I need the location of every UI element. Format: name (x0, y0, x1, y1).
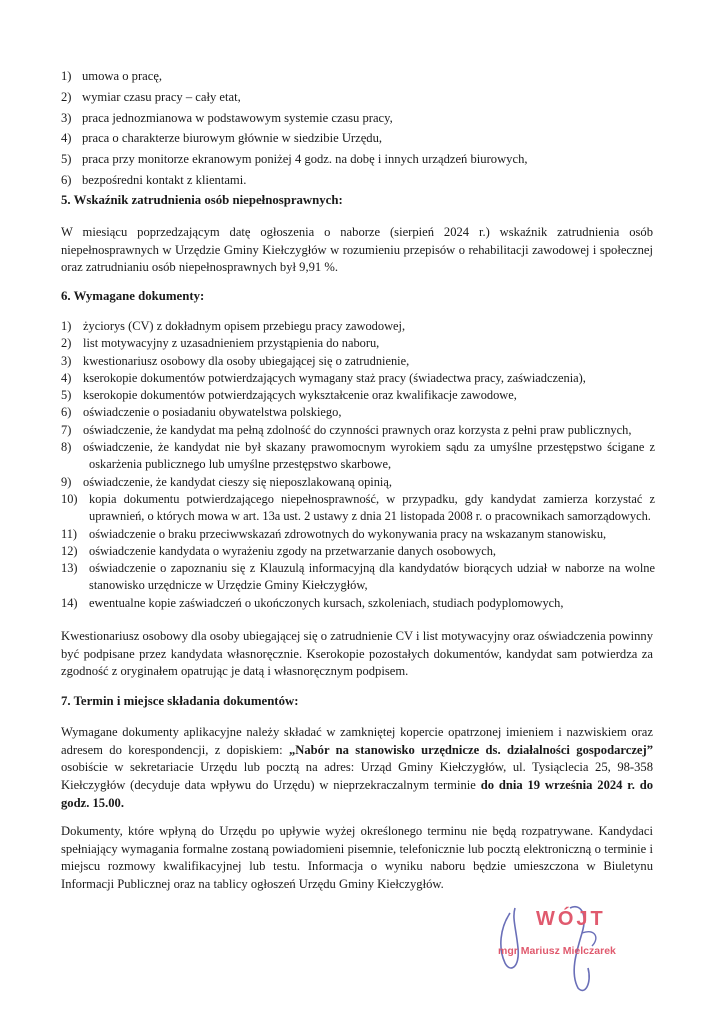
list-item: 9) oświadczenie, że kandydat cieszy się nieposzlakowaną opinią, (61, 474, 392, 489)
list-item: 8) oświadczenie, że kandydat nie był skazany prawomocnym wyrokiem sądu za umyślne przestępstwo ścigane z oskarżenia publicznego lub umyślne przestępstwo skarbowe, (61, 440, 655, 472)
section-7-paragraph-1: Wymagane dokumenty aplikacyjne należy składać w zamkniętej kopercie opatrzonej imieniem i nazwiskiem oraz adresem do korespondencji, z dopiskiem: „Nabór na stanowisko urzędnicze ds. działalności gospodarczej” osobiście w sekretariacie Urzędu lub pocztą na adres: Urząd Gminy Kiełczygłów, ul. Tysiąclecia 25, 98-358 Kiełczygłów (decyduje data wpływu do Urzędu) w nieprzekraczalnym terminie do dnia 19 września 2024 r. do godz. 15.00. (61, 725, 653, 810)
list-item: 3) praca jednozmianowa w podstawowym systemie czasu pracy, (61, 111, 393, 125)
list-item: 6) bezpośredni kontakt z klientami. (61, 173, 247, 187)
list-item: 14) ewentualne kopie zaświadczeń o ukończonych kursach, szkoleniach, studiach podyplomowych, (61, 595, 564, 610)
list-item: 2) wymiar czasu pracy – cały etat, (61, 90, 241, 104)
list-item: 13) oświadczenie o zapoznaniu się z Klauzulą informacyjną dla kandydatów biorących udział w naborze na wolne stanowisko urzędnicze w Urzędzie Gminy Kiełczygłów, (61, 561, 655, 593)
list-item: 5) praca przy monitorze ekranowym poniżej 4 godz. na dobę i innych urządzeń biurowych, (61, 152, 528, 166)
list-item: 12) oświadczenie kandydata o wyrażeniu zgody na przetwarzanie danych osobowych, (61, 543, 497, 558)
list-item: 4) praca o charakterze biurowym głównie w siedzibie Urzędu, (61, 131, 383, 145)
section-7-heading: 7. Termin i miejsce składania dokumentów: (61, 694, 299, 708)
stamp-name: mgr Mariusz Mielczarek (498, 945, 616, 957)
required-documents-list (61, 318, 655, 612)
list-item: 7) oświadczenie, że kandydat ma pełną zdolność do czynności prawnych oraz korzysta z pełni praw publicznych, (61, 422, 632, 437)
stamp-title: WÓJT (536, 908, 606, 930)
section-5-text: W miesiącu poprzedzającym datę ogłoszenia o naborze (sierpień 2024 r.) wskaźnik zatrudnienia osób niepełnosprawnych w Urzędzie Gminy Kiełczygłów w rozumieniu przepisów o rehabilitacji zawodowej i społecznej oraz zatrudnianiu osób niepełnosprawnych był 9,91 %. (61, 225, 653, 275)
section-5-heading: 5. Wskaźnik zatrudnienia osób niepełnosprawnych: (61, 193, 343, 207)
documents-note: Kwestionariusz osobowy dla osoby ubiegającej się o zatrudnienie CV i list motywacyjny oraz oświadczenia powinny być podpisane przez kandydata własnoręcznie. Kserokopie pozostałych dokumentów, kandydat sam potwierdza za zgodność z oryginałem opatrując je datą i własnoręcznym podpisem. (61, 629, 653, 679)
list-item: 1) umowa o pracę, (61, 69, 163, 83)
list-item: 1) życiorys (CV) z dokładnym opisem przebiegu pracy zawodowej, (61, 319, 406, 333)
list-item: 6) oświadczenie o posiadaniu obywatelstwa polskiego, (61, 405, 342, 420)
handwritten-signature (470, 888, 640, 998)
list-item: 3) kwestionariusz osobowy dla osoby ubiegającej się o zatrudnienie, (61, 353, 410, 368)
section-7-paragraph-2: Dokumenty, które wpłyną do Urzędu po upływie wyżej określonego terminu nie będą rozpatrywane. Kandydaci spełniający wymagania formalne zostaną powiadomieni pisemnie, telefonicznie lub pocztą elektroniczną o terminie i miejscu rozmowy kwalifikacyjnej lub testu. Informacja o wyniku naboru będzie umieszczona w Biuletynu Informacji Publicznej oraz na tablicy ogłoszeń Urzędu Gminy Kiełczygłów. (61, 824, 653, 892)
list-item: 5) kserokopie dokumentów potwierdzających wykształcenie oraz kwalifikacje zawodowe, (61, 388, 517, 403)
list-item: 10) kopia dokumentu potwierdzającego niepełnosprawność, w przypadku, gdy kandydat zamierza korzystać z uprawnień, o których mowa w art. 13a ust. 2 ustawy z dnia 21 listopada 2008 r. o pracownikach samorządowych. (61, 491, 655, 524)
list-item: 4) kserokopie dokumentów potwierdzających wymagany staż pracy (świadectwa pracy, zaświadczenia), (61, 370, 586, 385)
list-item: 2) list motywacyjny z uzasadnieniem przystąpienia do naboru, (61, 336, 380, 351)
section-6-heading: 6. Wymagane dokumenty: (61, 289, 205, 303)
list-item: 11) oświadczenie o braku przeciwwskazań zdrowotnych do wykonywania pracy na wskazanym stanowisku, (61, 526, 607, 541)
